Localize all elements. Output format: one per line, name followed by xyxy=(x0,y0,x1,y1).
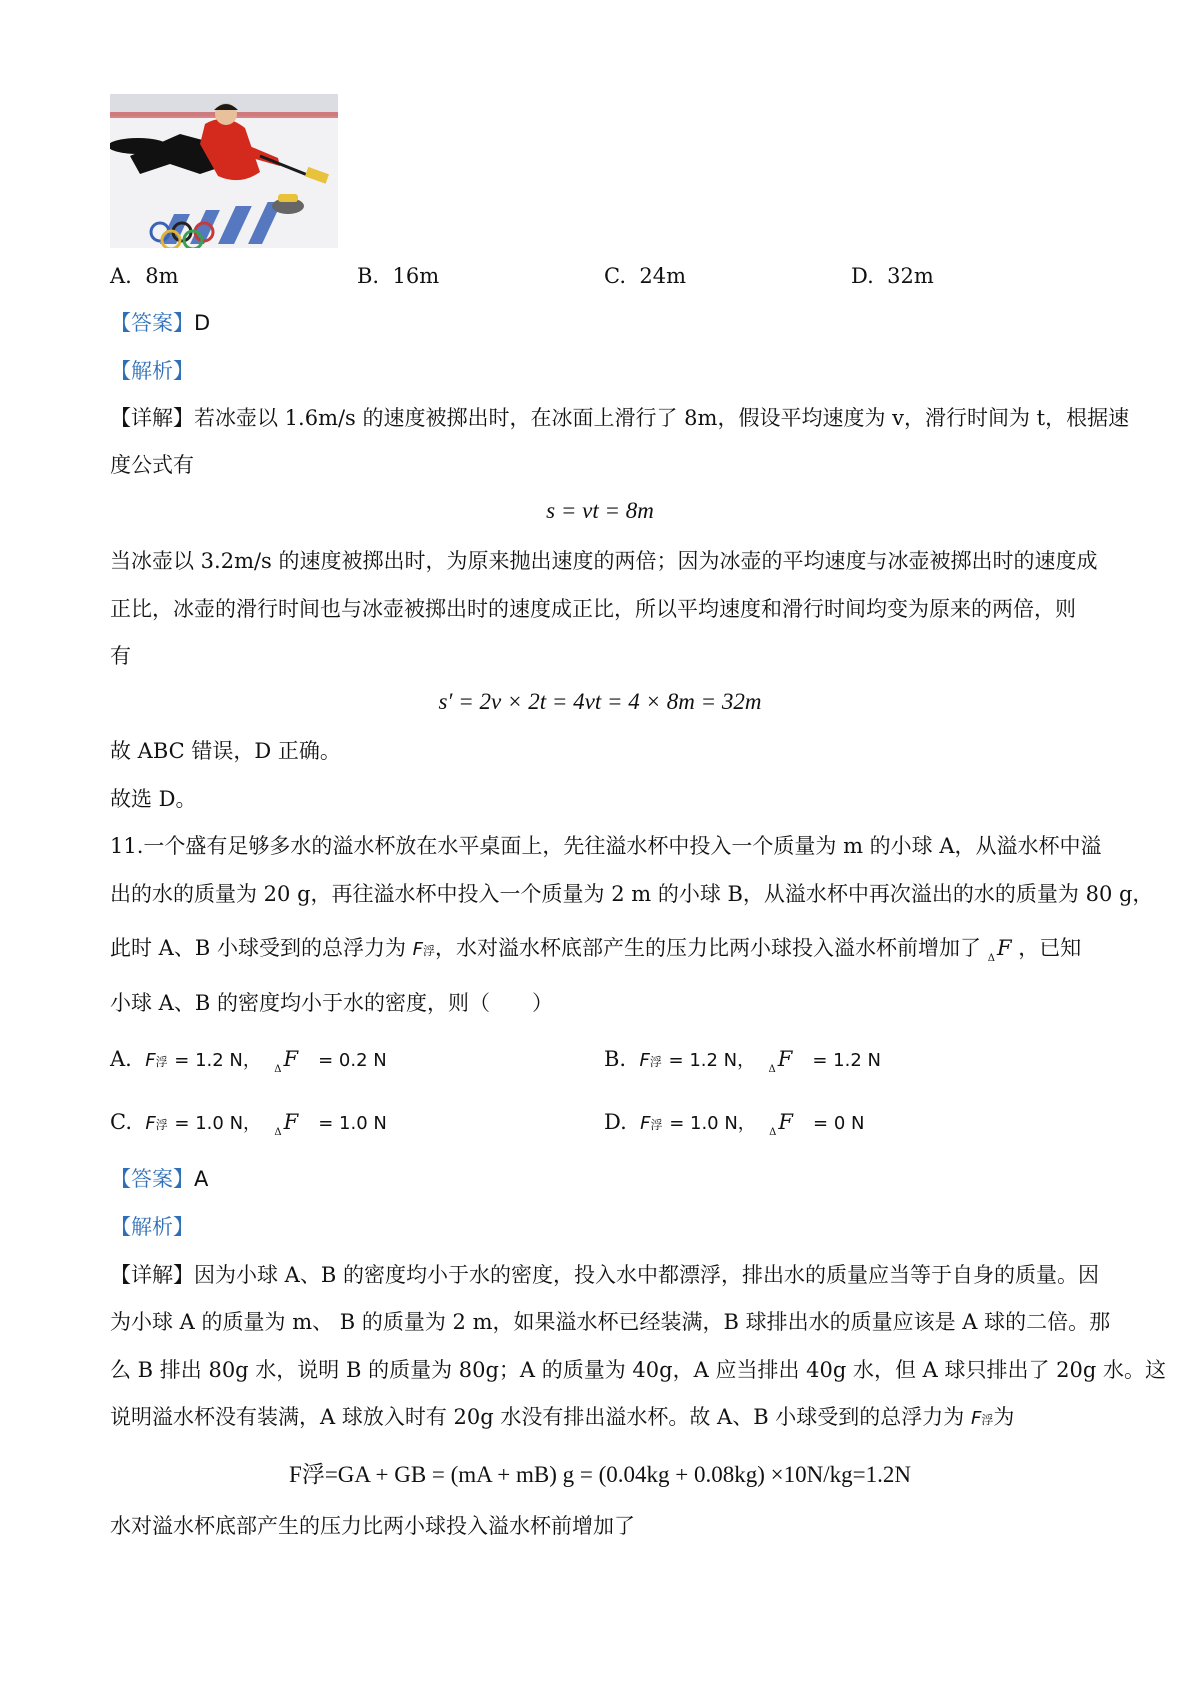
formula-1: s = vt = 8m xyxy=(546,498,654,523)
q11-option-c: C. F浮 = 1.0 N， $_\Delta$F = 1.0 N xyxy=(110,1110,387,1138)
answer-line xyxy=(110,308,210,338)
formula-2: s′ = 2v × 2t = 4vt = 4 × 8m = 32m xyxy=(438,689,762,714)
answer-value: D xyxy=(194,311,211,335)
detail-line-1: 【详解】若冰壶以 1.6m/s 的速度被掷出时，在冰面上滑行了 8m，假设平均速度为 v，滑行时间为 t，根据速 xyxy=(110,406,1130,430)
q11-option-a: A. F浮 = 1.2 N， $_\Delta$F = 0.2 N xyxy=(110,1047,387,1075)
q11-last-line: 水对溢水杯底部产生的压力比两小球投入溢水杯前增加了 xyxy=(110,1514,635,1538)
q11-stem-line-1: 11.一个盛有足够多水的溢水杯放在水平桌面上，先往溢水杯中投入一个质量为 m 的小球 A，从溢水杯中溢 xyxy=(110,834,1102,858)
q11-analysis-label: 【解析】 xyxy=(110,1215,194,1239)
answer-label: 【答案】 xyxy=(110,311,194,335)
para2-line-1: 当冰壶以 3.2m/s 的速度被掷出时，为原来抛出速度的两倍；因为冰壶的平均速度与冰壶被掷出时的速度成 xyxy=(110,549,1098,573)
q11-answer-line: 【答案】A xyxy=(110,1167,209,1191)
option-c: C. 24m xyxy=(604,264,686,288)
q11-option-d: D. F浮 = 1.0 N， $_\Delta$F = 0 N xyxy=(604,1110,865,1138)
q11-option-b: B. F浮 = 1.2 N， $_\Delta$F = 1.2 N xyxy=(604,1047,881,1075)
conclusion-1: 故 ABC 错误，D 正确。 xyxy=(110,739,341,763)
q11-stem-line-3: 此时 A、B 小球受到的总浮力为 F浮，水对溢水杯底部产生的压力比两小球投入溢水杯前增加了 $_\Delta$F ，已知 xyxy=(110,936,1082,964)
q11-stem-line-4: 小球 A、B 的密度均小于水的密度，则（ ） xyxy=(110,991,553,1015)
detail-line-2: 度公式有 xyxy=(110,453,194,477)
option-b: B. 16m xyxy=(357,264,440,288)
analysis-label: 【解析】 xyxy=(110,359,194,383)
option-d: D. 32m xyxy=(851,264,934,288)
conclusion-2: 故选 D。 xyxy=(110,787,197,811)
q11-stem-line-2: 出的水的质量为 20 g，再往溢水杯中投入一个质量为 2 m 的小球 B，从溢水杯中再次溢出的水的质量为 80 g， xyxy=(110,882,1154,906)
q11-detail-line-1: 【详解】因为小球 A、B 的密度均小于水的密度，投入水中都漂浮，排出水的质量应当等于自身的质量。因 xyxy=(110,1263,1099,1287)
option-a: A. 8m xyxy=(110,264,179,288)
para2-line-3: 有 xyxy=(110,644,131,668)
q11-detail-line-3: 么 B 排出 80g 水，说明 B 的质量为 80g；A 的质量为 40g，A 应当排出 40g 水，但 A 球只排出了 20g 水。这 xyxy=(110,1358,1166,1382)
q11-detail-line-2: 为小球 A 的质量为 m、 B 的质量为 2 m，如果溢水杯已经装满，B 球排出水的质量应该是 A 球的二倍。那 xyxy=(110,1310,1111,1334)
formula-3: F浮=GA + GB = (mA + mB) g = (0.04kg + 0.08kg) ×10N/kg=1.2N xyxy=(289,1462,911,1487)
curling-photo xyxy=(110,94,338,248)
q11-detail-line-4: 说明溢水杯没有装满，A 球放入时有 20g 水没有排出溢水杯。故 A、B 小球受到的总浮力为 F浮为 xyxy=(110,1405,1015,1429)
para2-line-2: 正比，冰壶的滑行时间也与冰壶被掷出时的速度成正比，所以平均速度和滑行时间均变为原来的两倍，则 xyxy=(110,597,1076,621)
